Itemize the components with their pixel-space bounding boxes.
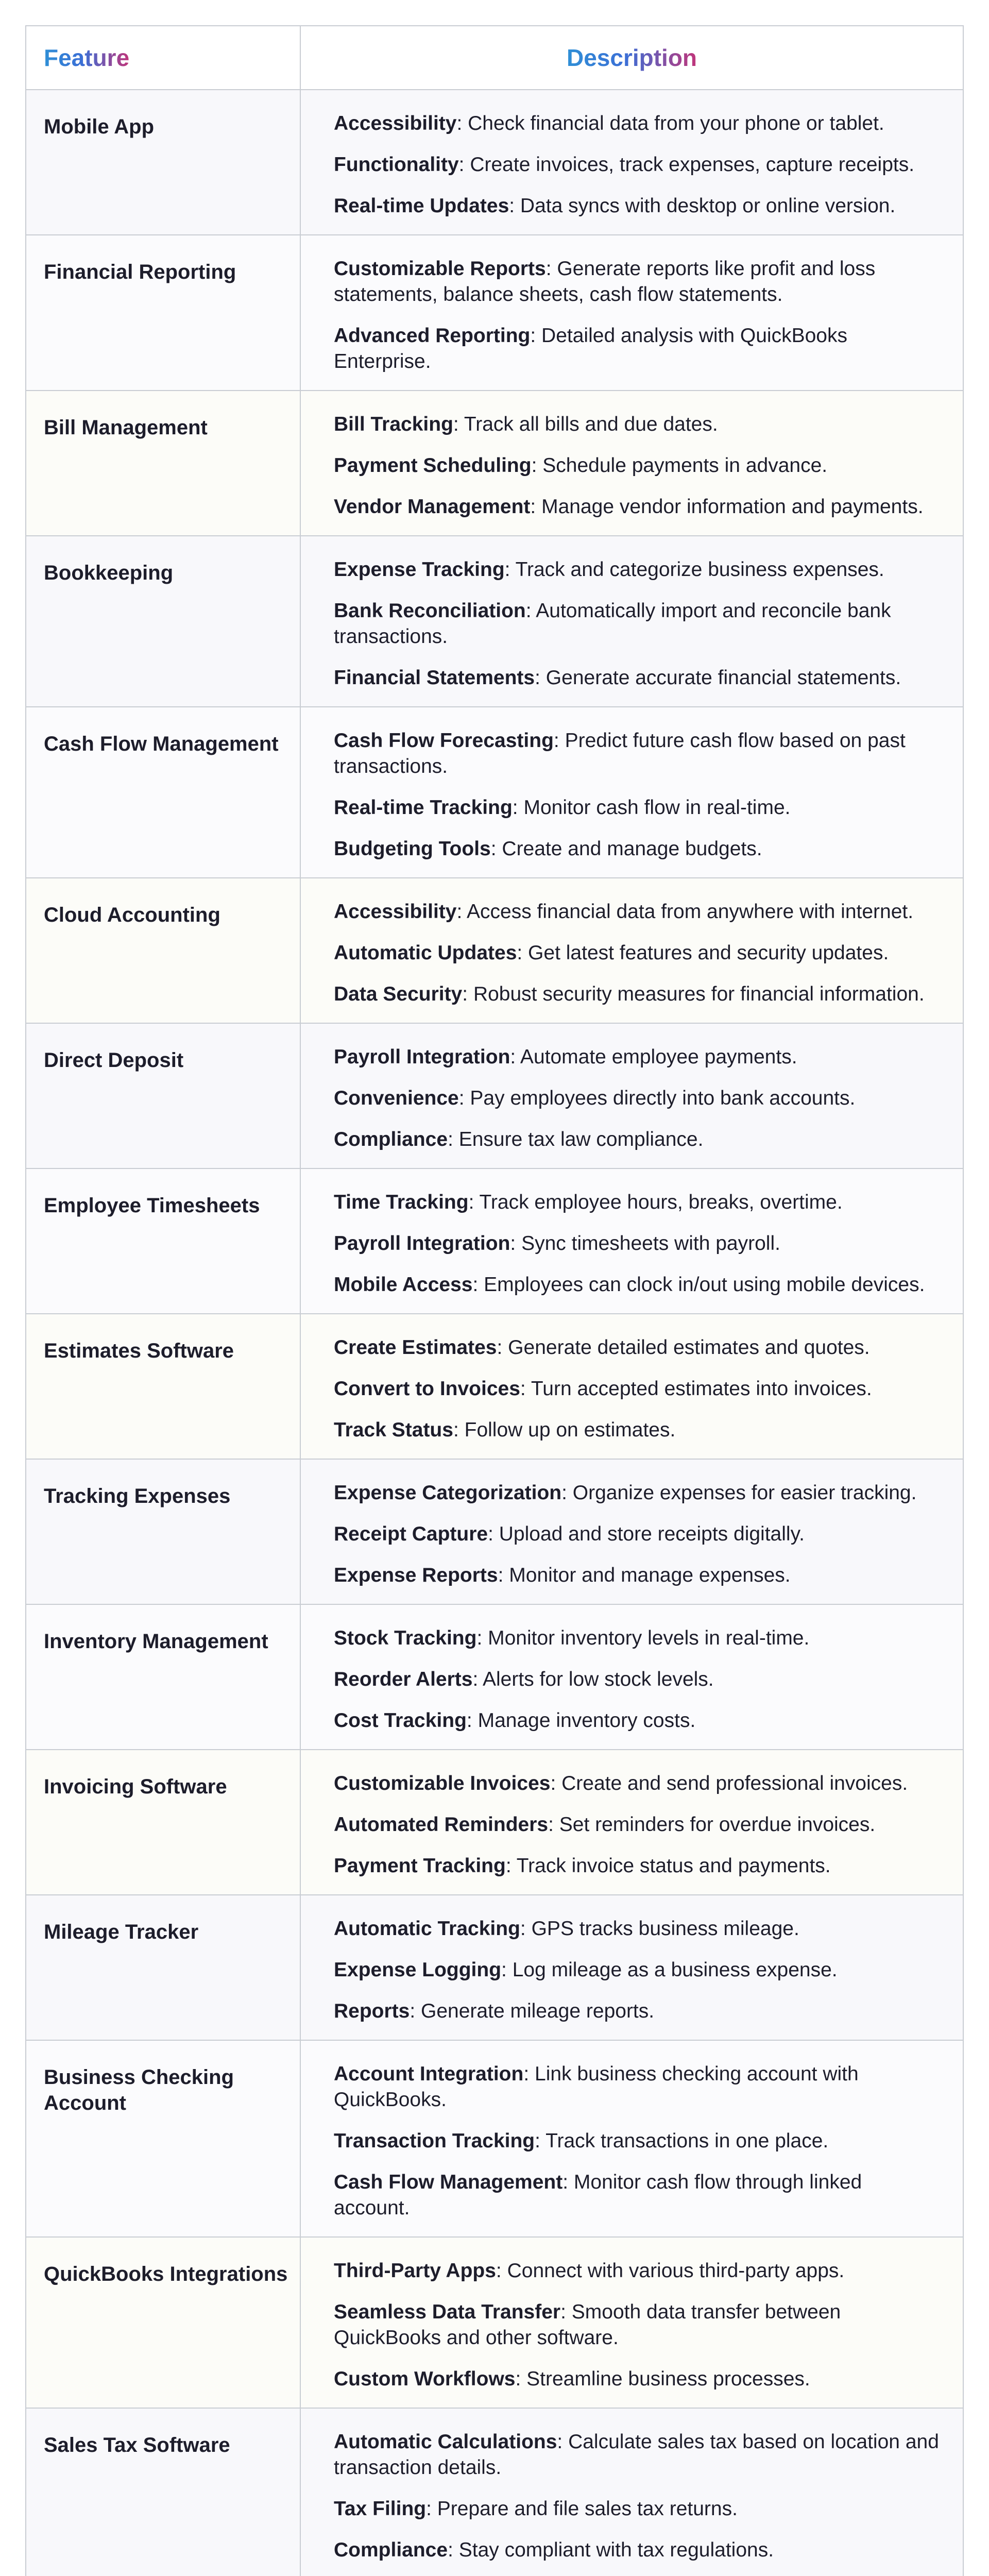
description-item [334,1563,942,1588]
description-text: : Generate accurate financial statements. [535,667,901,689]
table-header-row [26,26,963,89]
description-text: : Track transactions in one place. [535,2130,829,2152]
description-cell [301,1314,963,1459]
description-text: : Create and manage budgets. [490,838,762,860]
description-item [334,1335,942,1361]
description-text: : Turn accepted estimates into invoices. [520,1378,872,1400]
description-item [334,1376,942,1402]
table-row [26,390,963,535]
description-cell [301,878,963,1023]
feature-cell: Financial Reporting [26,235,301,390]
description-item [334,1417,942,1443]
table-row [26,535,963,706]
description-term: Vendor Management [334,496,531,518]
description-text: : Automatically import and reconcile bank transactions. [334,600,891,648]
description-item [334,1812,942,1838]
table-row [26,1023,963,1168]
description-text: : Organize expenses for easier tracking. [561,1482,917,1504]
description-item [334,152,942,178]
description-item [334,1625,942,1651]
description-text: : Sync timesheets with payroll. [510,1232,780,1255]
description-text: : Create invoices, track expenses, capture receipts. [458,154,915,176]
description-text: : Monitor and manage expenses. [498,1564,791,1586]
description-cell [301,235,963,390]
description-item [334,2128,942,2154]
description-term: Customizable Reports [334,258,546,280]
description-term: Financial Statements [334,667,535,689]
description-term: Transaction Tracking [334,2130,535,2152]
description-item [334,1086,942,1111]
description-item [334,1272,942,1298]
description-term: Accessibility [334,901,457,923]
description-cell [301,1169,963,1313]
description-text: : Data syncs with desktop or online version. [509,195,896,217]
description-term: Real-time Updates [334,195,509,217]
description-item [334,1708,942,1734]
description-text: : Generate detailed estimates and quotes. [497,1336,870,1359]
description-term: Cash Flow Forecasting [334,730,554,752]
description-item [334,2537,942,2563]
description-text: : Connect with various third-party apps. [496,2260,845,2282]
description-item [334,1853,942,1879]
description-item [334,1480,942,1506]
description-term: Convert to Invoices [334,1378,520,1400]
description-term: Accessibility [334,112,457,134]
description-text: : Stay compliant with tax regulations. [448,2539,774,2561]
description-text: : Alerts for low stock levels. [472,1668,714,1690]
description-cell [301,1895,963,2040]
description-item [334,2366,942,2392]
description-text: : Track all bills and due dates. [453,413,718,435]
description-item [334,795,942,821]
description-term: Stock Tracking [334,1627,477,1649]
description-term: Cash Flow Management [334,2171,563,2193]
description-item [334,1771,942,1797]
description-cell [301,1024,963,1168]
description-item [334,1190,942,1215]
feature-cell: Bill Management [26,391,301,535]
description-cell [301,2238,963,2408]
description-term: Mobile Access [334,1274,473,1296]
feature-cell: Employee Timesheets [26,1169,301,1313]
table-row [26,1313,963,1459]
description-cell [301,1460,963,1604]
description-item [334,1916,942,1942]
description-item [334,2170,942,2221]
table-row [26,89,963,234]
description-text: : Get latest features and security updates. [517,942,889,964]
description-text: : Generate reports like profit and loss statements, balance sheets, cash flow statements. [334,258,876,306]
description-header-label: Description [566,44,697,71]
description-item [334,2061,942,2113]
description-item [334,836,942,862]
description-term: Functionality [334,154,459,176]
table-body [26,89,963,2576]
description-cell [301,2041,963,2236]
description-term: Track Status [334,1419,453,1441]
description-cell [301,536,963,706]
description-text: : Monitor cash flow through linked account. [334,2171,862,2219]
description-term: Customizable Invoices [334,1772,551,1794]
description-term: Account Integration [334,2063,524,2085]
description-term: Reorder Alerts [334,1668,473,1690]
description-term: Receipt Capture [334,1523,488,1545]
feature-cell: Tracking Expenses [26,1460,301,1604]
description-term: Advanced Reporting [334,325,531,347]
description-text: : Employees can clock in/out using mobile devices. [472,1274,925,1296]
description-text: : Set reminders for overdue invoices. [548,1814,876,1836]
description-term: Seamless Data Transfer [334,2301,561,2323]
description-item [334,1957,942,1983]
description-cell [301,1750,963,1894]
description-item [334,111,942,137]
feature-cell: Bookkeeping [26,536,301,706]
description-text: : Create and send professional invoices. [550,1772,908,1794]
description-item [334,494,942,520]
description-term: Expense Categorization [334,1482,562,1504]
description-item [334,2496,942,2522]
description-term: Expense Logging [334,1959,502,1981]
feature-cell: QuickBooks Integrations [26,2238,301,2408]
feature-cell: Mobile App [26,90,301,234]
description-item [334,412,942,437]
description-cell [301,707,963,877]
description-text: : Ensure tax law compliance. [448,1128,704,1150]
description-text: : Manage inventory costs. [466,1709,696,1732]
description-term: Bill Tracking [334,413,453,435]
feature-cell: Cloud Accounting [26,878,301,1023]
feature-cell: Estimates Software [26,1314,301,1459]
table-row [26,706,963,877]
description-term: Automatic Tracking [334,1918,520,1940]
description-text: : Access financial data from anywhere with internet. [456,901,914,923]
table-row [26,1749,963,1894]
description-text: : Schedule payments in advance. [531,454,828,477]
description-term: Tax Filing [334,2498,427,2520]
description-item [334,940,942,966]
description-term: Automated Reminders [334,1814,549,1836]
description-text: : Track employee hours, breaks, overtime. [468,1191,843,1213]
description-text: : Upload and store receipts digitally. [488,1523,805,1545]
table-row [26,2236,963,2408]
description-cell [301,2409,963,2576]
description-item [334,598,942,650]
description-item [334,1998,942,2024]
description-term: Compliance [334,2539,448,2561]
table-row [26,1604,963,1749]
description-term: Data Security [334,983,463,1005]
description-term: Create Estimates [334,1336,497,1359]
description-term: Budgeting Tools [334,838,491,860]
description-item [334,2258,942,2284]
description-text: : Prepare and file sales tax returns. [426,2498,738,2520]
description-term: Payroll Integration [334,1046,510,1068]
table-row [26,1894,963,2040]
description-term: Automatic Updates [334,942,517,964]
description-text: : Predict future cash flow based on past transactions. [334,730,906,777]
feature-cell: Invoicing Software [26,1750,301,1894]
feature-cell: Inventory Management [26,1605,301,1749]
description-item [334,981,942,1007]
table-row [26,2040,963,2236]
description-term: Automatic Calculations [334,2431,557,2453]
description-text: : Manage vendor information and payments. [530,496,924,518]
table-row [26,877,963,1023]
description-term: Third-Party Apps [334,2260,496,2282]
description-term: Payment Tracking [334,1855,506,1877]
description-item [334,899,942,925]
description-item [334,2429,942,2481]
description-term: Time Tracking [334,1191,469,1213]
description-term: Expense Reports [334,1564,498,1586]
description-term: Expense Tracking [334,558,505,581]
description-term: Payroll Integration [334,1232,510,1255]
table-row [26,234,963,390]
description-text: : Calculate sales tax based on location and transaction details. [334,2431,939,2479]
description-text: : Check financial data from your phone or tablet. [456,112,884,134]
description-term: Reports [334,2000,410,2022]
description-cell [301,90,963,234]
description-cell [301,1605,963,1749]
description-item [334,1521,942,1547]
description-term: Custom Workflows [334,2368,516,2390]
feature-cell: Mileage Tracker [26,1895,301,2040]
description-text: : Robust security measures for financial information. [462,983,925,1005]
description-term: Convenience [334,1087,459,1109]
description-text: : Track invoice status and payments. [505,1855,831,1877]
table-row [26,1168,963,1313]
description-item [334,1667,942,1692]
table-row [26,2408,963,2576]
feature-cell: Sales Tax Software [26,2409,301,2576]
feature-cell: Business Checking Account [26,2041,301,2236]
feature-header-label: Feature [44,44,130,71]
description-text: : Track and categorize business expenses. [504,558,884,581]
description-term: Cost Tracking [334,1709,467,1732]
description-item [334,1127,942,1153]
description-column-header [301,26,963,89]
description-term: Real-time Tracking [334,796,513,819]
description-text: : Smooth data transfer between QuickBooks and other software. [334,2301,841,2349]
description-text: : Follow up on estimates. [453,1419,676,1441]
feature-table [25,25,964,2576]
description-text: : Detailed analysis with QuickBooks Enterprise. [334,325,847,372]
description-text: : Automate employee payments. [510,1046,797,1068]
description-item [334,2299,942,2351]
description-term: Compliance [334,1128,448,1150]
description-item [334,557,942,583]
description-item [334,1044,942,1070]
description-item [334,323,942,375]
description-item [334,256,942,308]
table-row [26,1459,963,1604]
description-text: : Generate mileage reports. [410,2000,655,2022]
feature-cell: Cash Flow Management [26,707,301,877]
description-term: Payment Scheduling [334,454,532,477]
description-text: : Link business checking account with QuickBooks. [334,2063,859,2111]
feature-cell: Direct Deposit [26,1024,301,1168]
description-cell [301,391,963,535]
description-text: : Monitor cash flow in real-time. [512,796,791,819]
description-text: : Log mileage as a business expense. [501,1959,838,1981]
description-term: Bank Reconciliation [334,600,526,622]
feature-column-header [26,26,301,89]
description-item [334,728,942,779]
description-item [334,1231,942,1257]
description-text: : Streamline business processes. [515,2368,810,2390]
description-text: : GPS tracks business mileage. [520,1918,799,1940]
description-item [334,453,942,479]
description-item [334,665,942,691]
description-text: : Pay employees directly into bank accounts. [458,1087,856,1109]
description-item [334,193,942,219]
description-text: : Monitor inventory levels in real-time. [476,1627,810,1649]
